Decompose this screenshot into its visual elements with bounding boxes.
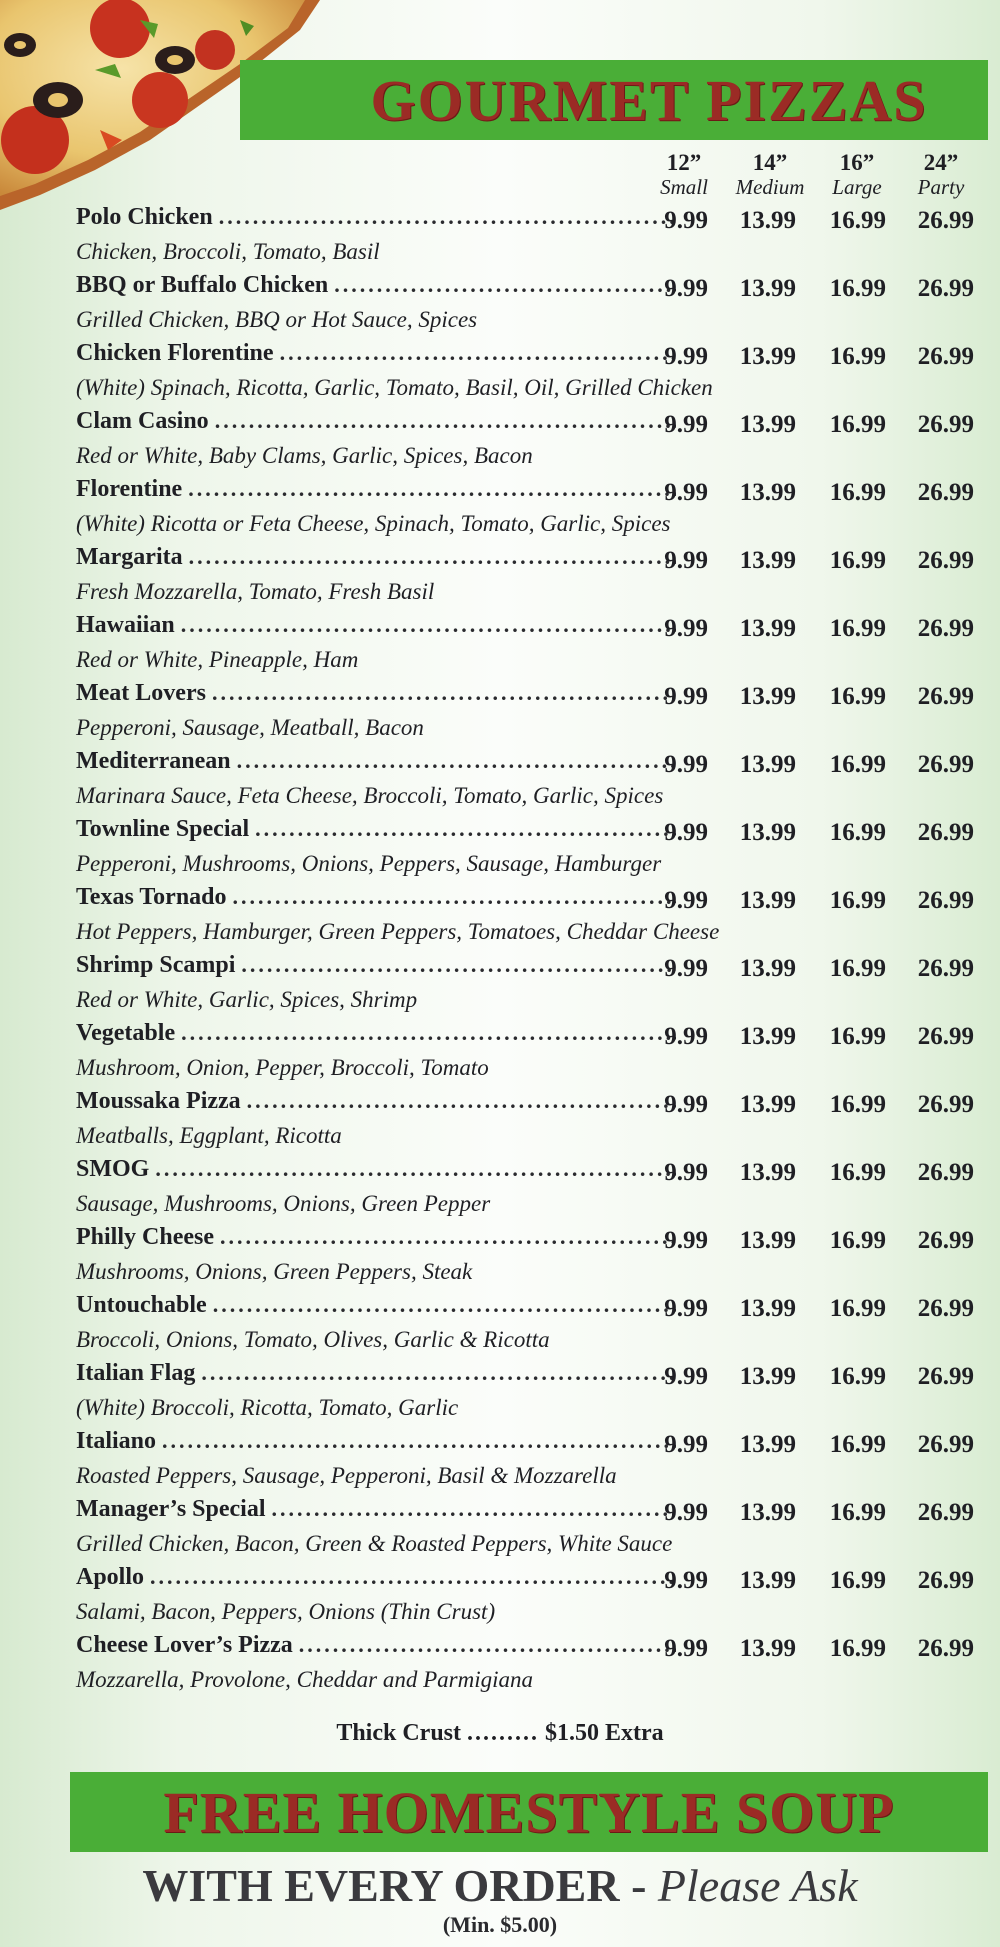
dot-leader [188, 476, 676, 502]
price-large: 16.99 [829, 615, 886, 642]
dot-leader [215, 408, 676, 434]
item-name: Mediterranean [76, 748, 231, 774]
item-description: Pepperoni, Sausage, Meatball, Bacon [76, 715, 424, 740]
menu-item [0, 340, 1000, 408]
price-large: 16.99 [829, 411, 886, 438]
item-description: Pepperoni, Mushrooms, Onions, Peppers, Sausage, Hamburger [76, 851, 662, 876]
item-name: Clam Casino [76, 408, 209, 434]
price-medium: 13.99 [739, 343, 796, 370]
price-small: 9.99 [664, 887, 708, 914]
thick-crust-dots: ......... [467, 1720, 540, 1746]
price-party: 26.99 [917, 1159, 974, 1186]
price-medium: 13.99 [739, 1159, 796, 1186]
price-large: 16.99 [829, 683, 886, 710]
menu-item [0, 1224, 1000, 1292]
size-headers [0, 150, 1000, 206]
price-medium: 13.99 [739, 1431, 796, 1458]
menu-item [0, 204, 1000, 272]
price-small: 9.99 [664, 1159, 708, 1186]
menu-item [0, 272, 1000, 340]
price-party: 26.99 [917, 955, 974, 982]
price-large: 16.99 [829, 1295, 886, 1322]
price-small: 9.99 [664, 955, 708, 982]
price-party: 26.99 [917, 1091, 974, 1118]
menu-item [0, 1564, 1000, 1632]
item-description: Broccoli, Onions, Tomato, Olives, Garlic & Ricotta [76, 1327, 550, 1352]
price-small: 9.99 [664, 1091, 708, 1118]
price-small: 9.99 [664, 1363, 708, 1390]
soup-banner [70, 1772, 988, 1852]
item-description: Grilled Chicken, Bacon, Green & Roasted Peppers, White Sauce [76, 1531, 673, 1556]
menu-item [0, 816, 1000, 884]
item-description: Marinara Sauce, Feta Cheese, Broccoli, Tomato, Garlic, Spices [76, 783, 664, 808]
item-name: Cheese Lover’s Pizza [76, 1632, 293, 1658]
price-large: 16.99 [829, 1499, 886, 1526]
price-small: 9.99 [664, 547, 708, 574]
price-party: 26.99 [917, 1431, 974, 1458]
menu-item [0, 1088, 1000, 1156]
size-label: Small [660, 175, 708, 199]
dot-leader [213, 1292, 676, 1318]
item-description: Mushroom, Onion, Pepper, Broccoli, Tomato [76, 1055, 489, 1080]
item-description: Red or White, Garlic, Spices, Shrimp [76, 987, 418, 1012]
minimum-order-note: (Min. $5.00) [442, 1912, 558, 1937]
item-name: Meat Lovers [76, 680, 206, 706]
menu-item [0, 476, 1000, 544]
price-medium: 13.99 [739, 479, 796, 506]
price-small: 9.99 [664, 1567, 708, 1594]
price-small: 9.99 [664, 1431, 708, 1458]
menu-item [0, 544, 1000, 612]
item-name: Vegetable [76, 1020, 176, 1046]
price-large: 16.99 [829, 751, 886, 778]
item-name: Manager’s Special [76, 1496, 266, 1522]
price-large: 16.99 [829, 275, 886, 302]
item-name: Moussaka Pizza [76, 1088, 241, 1114]
price-large: 16.99 [829, 887, 886, 914]
thick-crust-label: Thick Crust [336, 1720, 462, 1746]
price-small: 9.99 [664, 275, 708, 302]
price-large: 16.99 [829, 819, 886, 846]
price-large: 16.99 [829, 955, 886, 982]
price-party: 26.99 [917, 343, 974, 370]
item-description: Red or White, Pineapple, Ham [76, 647, 359, 672]
price-party: 26.99 [917, 1295, 974, 1322]
dot-leader [189, 544, 676, 570]
price-small: 9.99 [664, 751, 708, 778]
item-description: (White) Broccoli, Ricotta, Tomato, Garlic [76, 1395, 459, 1420]
pizza-menu-list [0, 204, 1000, 1700]
price-medium: 13.99 [739, 955, 796, 982]
item-name: Apollo [76, 1564, 145, 1590]
price-party: 26.99 [917, 1023, 974, 1050]
menu-item [0, 884, 1000, 952]
price-party: 26.99 [917, 683, 974, 710]
item-name: Shrimp Scampi [76, 952, 236, 978]
price-medium: 13.99 [739, 615, 796, 642]
price-large: 16.99 [829, 1227, 886, 1254]
price-small: 9.99 [664, 1227, 708, 1254]
item-description: Grilled Chicken, BBQ or Hot Sauce, Spices [76, 307, 478, 332]
price-medium: 13.99 [739, 207, 796, 234]
price-medium: 13.99 [739, 887, 796, 914]
price-medium: 13.99 [739, 1567, 796, 1594]
price-small: 9.99 [664, 1499, 708, 1526]
item-name: Italiano [76, 1428, 157, 1454]
price-medium: 13.99 [739, 411, 796, 438]
dot-leader [155, 1156, 676, 1182]
item-description: Chicken, Broccoli, Tomato, Basil [76, 239, 380, 264]
size-header-party [891, 150, 991, 200]
price-medium: 13.99 [739, 751, 796, 778]
price-medium: 13.99 [739, 1091, 796, 1118]
menu-item [0, 1632, 1000, 1700]
size-label: Medium [735, 175, 805, 199]
price-medium: 13.99 [739, 1295, 796, 1322]
dot-leader [201, 1360, 676, 1386]
price-small: 9.99 [664, 615, 708, 642]
price-small: 9.99 [664, 819, 708, 846]
price-party: 26.99 [917, 1227, 974, 1254]
size-label: Large [832, 175, 882, 199]
item-name: Polo Chicken [76, 204, 213, 230]
menu-item [0, 1156, 1000, 1224]
price-small: 9.99 [664, 1295, 708, 1322]
price-party: 26.99 [917, 275, 974, 302]
item-name: Margarita [76, 544, 183, 570]
menu-title: GOURMET PIZZAS [370, 67, 928, 133]
menu-item [0, 748, 1000, 816]
title-banner [240, 60, 988, 140]
price-large: 16.99 [829, 479, 886, 506]
item-name: Florentine [76, 476, 183, 502]
size-label: Party [917, 175, 965, 199]
menu-item [0, 612, 1000, 680]
price-party: 26.99 [917, 751, 974, 778]
price-large: 16.99 [829, 547, 886, 574]
price-small: 9.99 [664, 411, 708, 438]
price-large: 16.99 [829, 1363, 886, 1390]
price-large: 16.99 [829, 1431, 886, 1458]
menu-item [0, 1428, 1000, 1496]
price-party: 26.99 [917, 819, 974, 846]
menu-item [0, 952, 1000, 1020]
price-large: 16.99 [829, 1023, 886, 1050]
price-large: 16.99 [829, 1091, 886, 1118]
item-description: Fresh Mozzarella, Tomato, Fresh Basil [76, 579, 435, 604]
item-name: Untouchable [76, 1292, 207, 1318]
order-line [0, 1858, 1000, 1914]
price-medium: 13.99 [739, 683, 796, 710]
item-description: Roasted Peppers, Sausage, Pepperoni, Basil & Mozzarella [76, 1463, 617, 1488]
menu-item [0, 1496, 1000, 1564]
price-large: 16.99 [829, 1635, 886, 1662]
price-medium: 13.99 [739, 819, 796, 846]
dot-leader [212, 680, 676, 706]
price-party: 26.99 [917, 411, 974, 438]
price-medium: 13.99 [739, 1635, 796, 1662]
item-description: Sausage, Mushrooms, Onions, Green Pepper [76, 1191, 491, 1216]
item-name: Hawaiian [76, 612, 175, 638]
dot-leader [181, 1020, 676, 1046]
item-description: Salami, Bacon, Peppers, Onions (Thin Crust) [76, 1599, 496, 1624]
item-name: Chicken Florentine [76, 340, 274, 366]
order-line-ask: Please Ask [657, 1860, 858, 1911]
menu-item [0, 408, 1000, 476]
item-description: (White) Ricotta or Feta Cheese, Spinach, Tomato, Garlic, Spices [76, 511, 671, 536]
price-small: 9.99 [664, 683, 708, 710]
price-small: 9.99 [664, 343, 708, 370]
size-inch: 24” [923, 150, 959, 175]
price-large: 16.99 [829, 1159, 886, 1186]
menu-item [0, 1360, 1000, 1428]
item-description: Mozzarella, Provolone, Cheddar and Parmigiana [76, 1667, 533, 1692]
item-name: BBQ or Buffalo Chicken [76, 272, 329, 298]
price-small: 9.99 [664, 207, 708, 234]
order-line-main: WITH EVERY ORDER - [142, 1860, 647, 1911]
price-medium: 13.99 [739, 547, 796, 574]
price-party: 26.99 [917, 1635, 974, 1662]
item-description: (White) Spinach, Ricotta, Garlic, Tomato, Basil, Oil, Grilled Chicken [76, 375, 713, 400]
price-medium: 13.99 [739, 275, 796, 302]
menu-item [0, 1292, 1000, 1360]
dot-leader [162, 1428, 676, 1454]
price-medium: 13.99 [739, 1499, 796, 1526]
price-party: 26.99 [917, 1567, 974, 1594]
price-party: 26.99 [917, 887, 974, 914]
item-name: Texas Tornado [76, 884, 227, 910]
menu-item [0, 680, 1000, 748]
size-header-small [634, 150, 734, 200]
price-medium: 13.99 [739, 1363, 796, 1390]
price-party: 26.99 [917, 479, 974, 506]
price-party: 26.99 [917, 547, 974, 574]
item-description: Red or White, Baby Clams, Garlic, Spices, Bacon [76, 443, 533, 468]
size-header-medium [720, 150, 820, 200]
thick-crust-note [0, 1720, 1000, 1747]
price-party: 26.99 [917, 1363, 974, 1390]
price-small: 9.99 [664, 1023, 708, 1050]
item-name: Philly Cheese [76, 1224, 214, 1250]
menu-item [0, 1020, 1000, 1088]
item-name: Italian Flag [76, 1360, 196, 1386]
soup-banner-text: FREE HOMESTYLE SOUP [163, 1779, 895, 1845]
size-inch: 12” [666, 150, 702, 175]
item-name: SMOG [76, 1156, 150, 1182]
size-inch: 14” [752, 150, 788, 175]
item-description: Mushrooms, Onions, Green Peppers, Steak [76, 1259, 473, 1284]
price-party: 26.99 [917, 615, 974, 642]
item-description: Hot Peppers, Hamburger, Green Peppers, Tomatoes, Cheddar Cheese [76, 919, 720, 944]
item-description: Meatballs, Eggplant, Ricotta [76, 1123, 342, 1148]
price-small: 9.99 [664, 1635, 708, 1662]
item-name: Townline Special [76, 816, 250, 842]
price-large: 16.99 [829, 343, 886, 370]
price-large: 16.99 [829, 207, 886, 234]
price-large: 16.99 [829, 1567, 886, 1594]
price-small: 9.99 [664, 479, 708, 506]
price-party: 26.99 [917, 1499, 974, 1526]
price-medium: 13.99 [739, 1023, 796, 1050]
dot-leader [181, 612, 676, 638]
size-inch: 16” [839, 150, 875, 175]
price-medium: 13.99 [739, 1227, 796, 1254]
thick-crust-price: $1.50 Extra [545, 1720, 664, 1746]
dot-leader [150, 1564, 676, 1590]
price-party: 26.99 [917, 207, 974, 234]
